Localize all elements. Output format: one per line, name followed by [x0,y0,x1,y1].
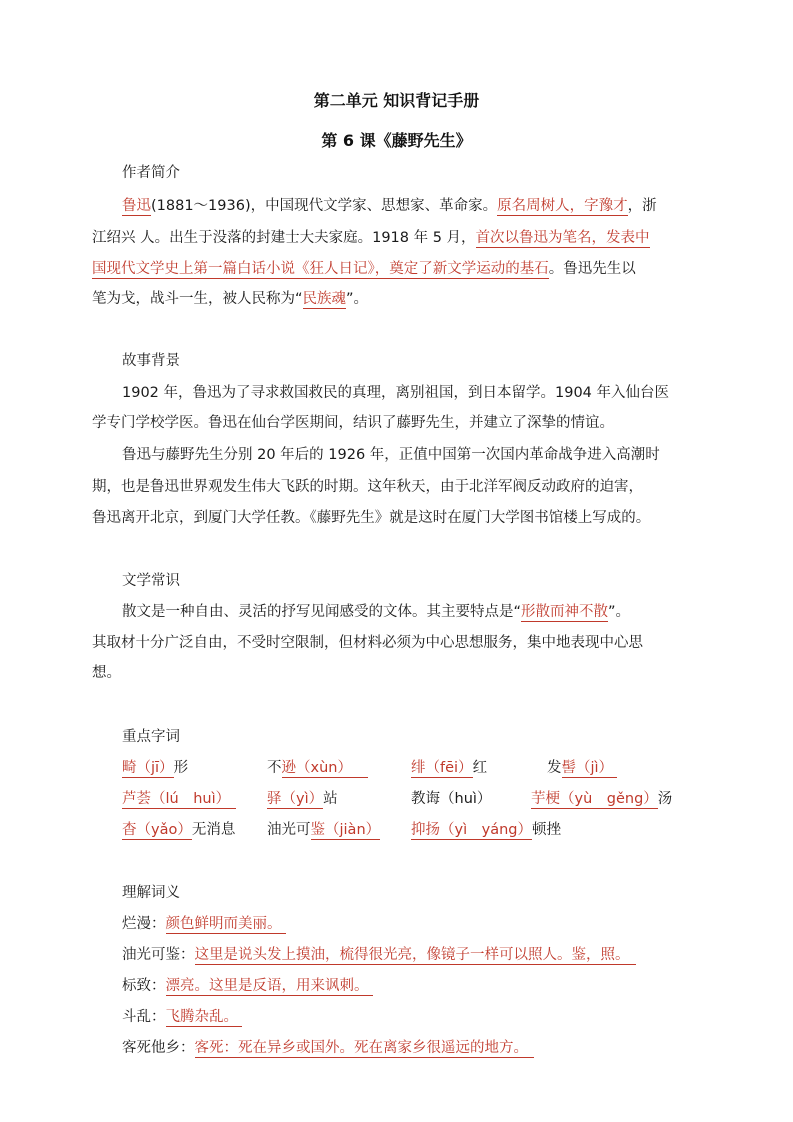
word-item [547,757,617,779]
literature-line-2: 其取材十分广泛自由，不受时空限制，但材料必须为中心思想服务，集中地表现中心思 [92,635,643,651]
author-text: 江绍兴 人。出生于没落的封建士大夫家庭。1918 年 5 月， [92,230,476,246]
author-line-2 [92,227,650,249]
author-nickname: 民族魂 [302,291,347,307]
vocab-item [122,1006,242,1028]
author-line-4 [92,288,368,310]
vocab-definition: 客死：死在异乡或国外。死在离家乡很遥远的地方。 [195,1040,535,1058]
literature-text: 散文是一种自由、灵活的抒写见闻感受的文体。其主要特点是“ [122,604,522,620]
word-text: 不 [267,760,282,776]
word-pinyin: 髻（jì） [562,760,618,778]
word-text: 发 [547,760,562,776]
author-text: 。鲁迅先生以 [548,261,636,277]
vocab-definition: 颜色鲜明而美丽。 [166,916,286,934]
vocab-item [122,944,636,966]
literature-line-3: 想。 [92,665,121,681]
section-heading-vocab: 理解词义 [122,885,180,901]
background-line: 1902 年，鲁迅为了寻求救国救民的真理，离别祖国，到日本留学。1904 年入仙台医 [122,385,670,401]
vocab-definition: 漂亮。这里是反语，用来讽刺。 [166,978,373,996]
author-text: 笔为戈，战斗一生，被人民称为“ [92,291,303,307]
word-text: 红 [472,760,488,776]
vocab-term: 油光可鉴： [122,947,195,963]
vocab-definition: 这里是说头发上摸油，梳得很光亮，像镜子一样可以照人。鉴，照。 [195,947,636,965]
vocab-term: 标致： [122,978,166,994]
word-item [267,819,380,841]
literature-key-feature: 形散而神不散 [521,604,609,620]
word-item [122,788,236,810]
vocab-item [122,975,373,997]
author-line-1 [122,195,657,217]
word-pinyin: 抑扬（yì yáng） [411,822,532,838]
word-text: 教诲（huì） [411,791,492,807]
author-highlight: 首次以鲁迅为笔名，发表中 [475,230,650,246]
word-item [267,757,368,779]
word-text: 站 [323,791,338,807]
unit-title: 第二单元 知识背记手册 [313,91,480,110]
word-pinyin: 畸（jī） [122,760,174,776]
word-item [411,788,491,810]
word-text: 顿挫 [531,822,561,838]
lesson-title: 第 6 课《藤野先生》 [321,131,472,150]
author-name: 鲁迅 [122,198,151,214]
literature-text: ”。 [608,604,631,620]
word-pinyin: 杳（yǎo） [122,822,192,838]
word-pinyin: 芋梗（yù gěng） [531,791,658,807]
section-heading-words: 重点字词 [122,729,180,745]
word-pinyin: 鉴（jiàn） [310,822,381,838]
author-highlight: 国现代文学史上第一篇白话小说《狂人日记》，奠定了新文学运动的基石 [92,261,549,277]
word-pinyin: 芦荟（lú huì） [122,791,236,809]
word-text: 形 [173,760,189,776]
vocab-definition: 飞腾杂乱。 [166,1009,243,1027]
background-line: 鲁迅与藤野先生分别 20 年后的 1926 年，正值中国第一次国内革命战争进入高潮时 [122,447,660,463]
word-item [267,788,338,810]
word-item [531,788,672,810]
word-text: 油光可 [267,822,311,838]
author-line-3 [92,258,636,280]
author-text: ，浙 [627,198,657,214]
word-item [122,819,235,841]
word-pinyin: 驿（yì） [267,791,324,807]
word-pinyin: 绯（fēi） [411,760,473,776]
vocab-term: 斗乱： [122,1009,166,1025]
vocab-item [122,1037,534,1059]
word-pinyin: 逊（xùn） [282,760,368,778]
section-heading-background: 故事背景 [122,353,180,369]
word-text: 无消息 [191,822,236,838]
vocab-term: 烂漫： [122,916,166,932]
word-item [411,819,561,841]
word-text: 汤 [657,791,673,807]
background-line: 鲁迅离开北京，到厦门大学任教。《藤野先生》就是这时在厦门大学图书馆楼上写成的。 [92,510,651,526]
section-heading-literature: 文学常识 [122,573,180,589]
background-line: 学专门学校学医。鲁迅在仙台学医期间，结识了藤野先生，并建立了深挚的情谊。 [92,415,614,431]
word-item [122,757,188,779]
vocab-item [122,913,286,935]
section-heading-author: 作者简介 [122,165,180,181]
author-original-name: 原名周树人，字豫才 [497,198,628,214]
author-text: ”。 [346,291,369,307]
literature-line-1 [122,601,630,623]
background-line: 期，也是鲁迅世界观发生伟大飞跃的时期。这年秋天，由于北洋军阀反动政府的迫害， [92,479,643,495]
vocab-term: 客死他乡： [122,1040,195,1056]
author-text: (1881～1936)，中国现代文学家、思想家、革命家。 [151,198,498,214]
word-item [411,757,487,779]
